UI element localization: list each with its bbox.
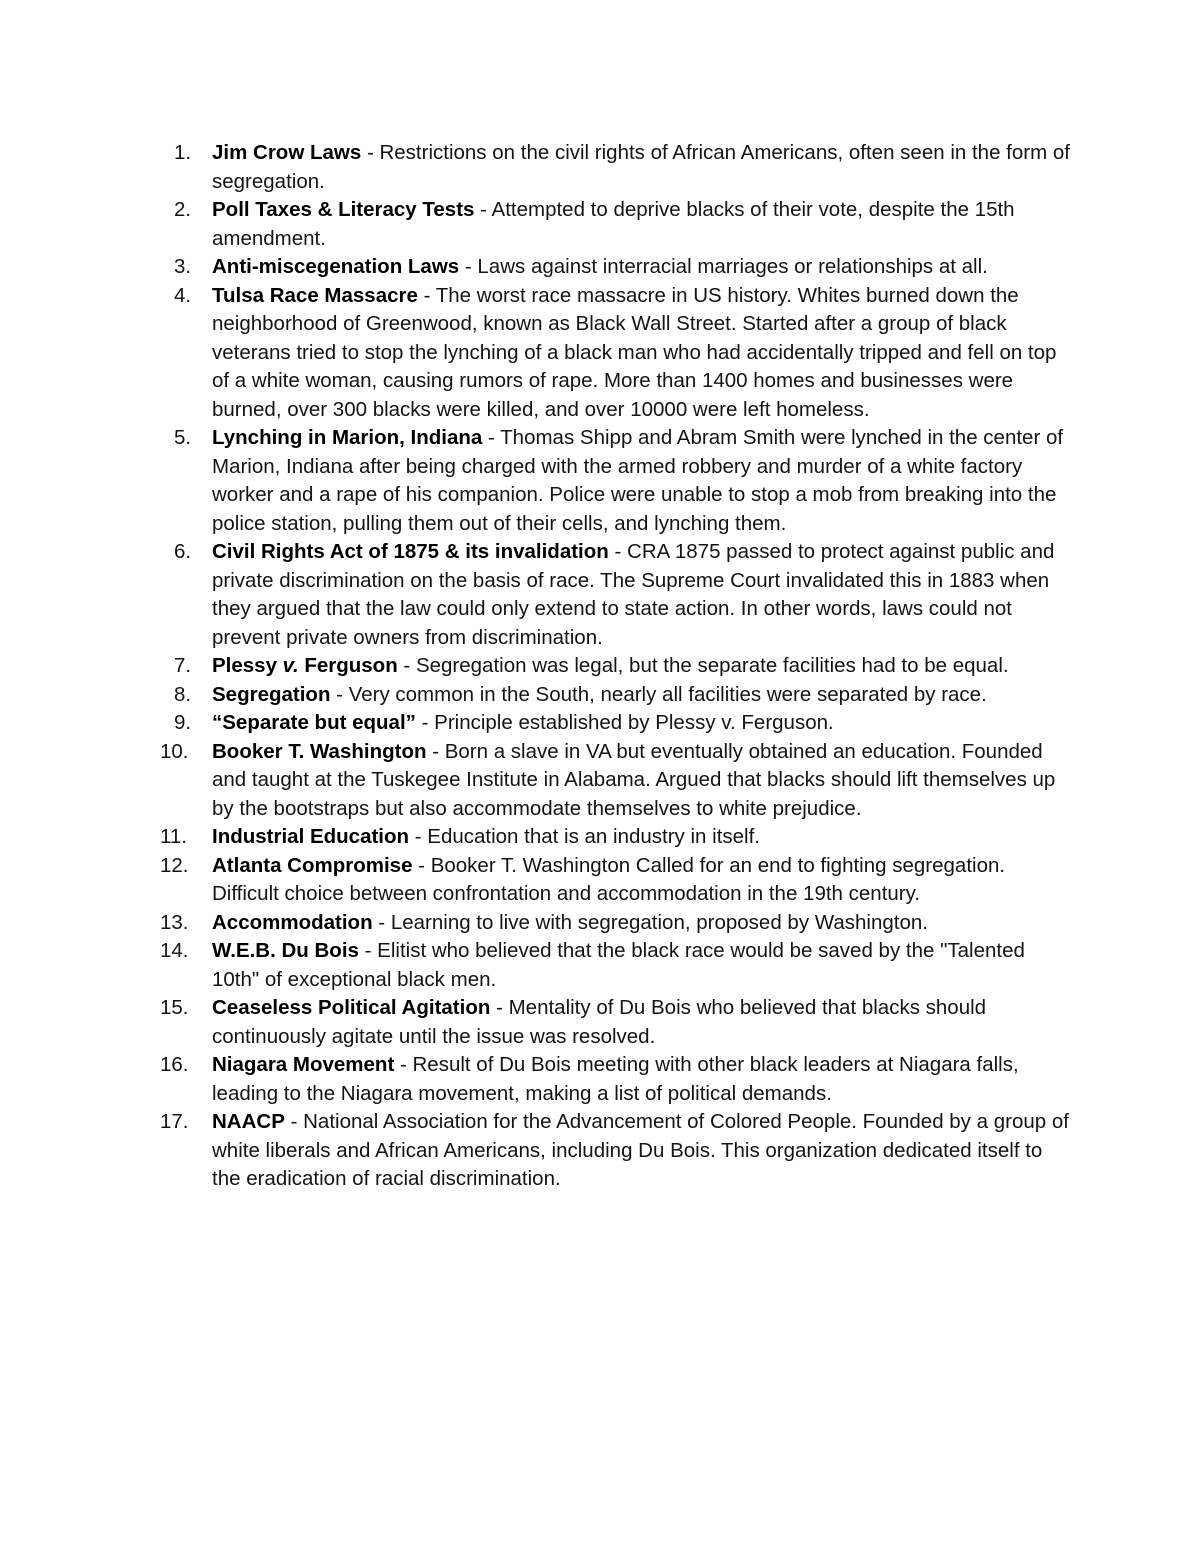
list-item bbox=[160, 738, 1070, 824]
item-term: Segregation bbox=[212, 682, 331, 706]
item-definition: - Restrictions on the civil rights of African Americans, often seen in the form of segregation. bbox=[212, 141, 1070, 193]
item-definition: - Result of Du Bois meeting with other black leaders at Niagara falls, leading to the Niagara movement, making a list of political demands. bbox=[212, 1053, 1019, 1105]
item-number: 10. bbox=[160, 739, 189, 763]
item-term: Accommodation bbox=[212, 910, 373, 934]
item-term: Poll Taxes & Literacy Tests bbox=[212, 198, 475, 221]
item-definition: - Segregation was legal, but the separate facilities had to be equal. bbox=[397, 654, 1009, 677]
item-definition: - Principle established by Plessy v. Ferguson. bbox=[415, 711, 834, 734]
item-number: 3. bbox=[174, 255, 192, 278]
item-term: Civil Rights Act of 1875 & its invalidation bbox=[212, 540, 609, 563]
item-term bbox=[212, 654, 398, 677]
item-term: NAACP bbox=[212, 1110, 285, 1133]
item-definition: - Laws against interracial marriages or relationships at all. bbox=[459, 255, 988, 278]
item-number: 15. bbox=[160, 996, 189, 1019]
item-definition: - Attempted to deprive blacks of their vote, despite the 15th amendment. bbox=[212, 198, 1015, 250]
list-item bbox=[160, 196, 1070, 253]
item-number: 4. bbox=[174, 283, 192, 307]
list-item bbox=[160, 909, 1070, 938]
item-term: Lynching in Marion, Indiana bbox=[212, 426, 483, 449]
item-term: Industrial Education bbox=[212, 825, 410, 848]
item-term: Tulsa Race Massacre bbox=[212, 283, 418, 307]
item-term-prefix: Plessy bbox=[212, 654, 283, 677]
list-item bbox=[160, 1108, 1070, 1194]
item-term: W.E.B. Du Bois bbox=[212, 939, 359, 962]
item-term: Jim Crow Laws bbox=[212, 141, 362, 164]
item-definition: - Elitist who believed that the black race would be saved by the "Talented 10th" of exceptional black men. bbox=[212, 939, 1025, 991]
list-item bbox=[160, 1051, 1070, 1108]
list-item bbox=[160, 282, 1070, 425]
item-number: 11. bbox=[160, 825, 187, 848]
item-number: 6. bbox=[174, 540, 192, 563]
list-item bbox=[160, 709, 1070, 738]
item-number: 14. bbox=[160, 939, 189, 962]
item-term-suffix: Ferguson bbox=[298, 654, 398, 677]
list-item bbox=[160, 681, 1070, 710]
item-number: 2. bbox=[174, 198, 192, 221]
item-definition: - Born a slave in VA but eventually obtained an education. Founded and taught at the Tuskegee Institute in Alabama. Argued that blacks should lift themselves up by the bootstraps but also accommodate themselves to white prejudice. bbox=[212, 739, 1056, 820]
list-item bbox=[160, 937, 1070, 994]
list-item bbox=[160, 652, 1070, 681]
item-number: 12. bbox=[160, 853, 189, 877]
item-number: 13. bbox=[160, 910, 189, 934]
list-item bbox=[160, 823, 1070, 852]
list-item bbox=[160, 253, 1070, 282]
item-term: “Separate but equal” bbox=[212, 711, 416, 734]
item-term: Niagara Movement bbox=[212, 1053, 395, 1076]
list-item bbox=[160, 852, 1070, 909]
item-definition: - Very common in the South, nearly all facilities were separated by race. bbox=[330, 682, 987, 706]
item-number: 8. bbox=[174, 682, 192, 706]
item-term: Anti-miscegenation Laws bbox=[212, 255, 460, 278]
item-number: 17. bbox=[160, 1110, 189, 1133]
item-definition: - National Association for the Advancement of Colored People. Founded by a group of white liberals and African Americans, including Du Bois. This organization dedicated itself to the eradication of racial discrimination. bbox=[212, 1110, 1069, 1190]
item-term: Booker T. Washington bbox=[212, 739, 427, 763]
item-definition: - Education that is an industry in itself. bbox=[409, 825, 760, 848]
item-definition: - Thomas Shipp and Abram Smith were lynched in the center of Marion, Indiana after being charged with the armed robbery and murder of a white factory worker and a rape of his companion. Police were unable to stop a mob from breaking into the police station, pulling them out of their cells, and lynching them. bbox=[212, 426, 1064, 535]
term-list bbox=[160, 139, 1070, 1194]
item-definition: - Booker T. Washington Called for an end to fighting segregation. Difficult choice between confrontation and accommodation in the 19th century. bbox=[212, 853, 1006, 905]
item-number: 7. bbox=[174, 654, 192, 677]
list-item bbox=[160, 424, 1070, 538]
item-number: 5. bbox=[174, 426, 192, 449]
list-item bbox=[160, 139, 1070, 196]
item-number: 9. bbox=[174, 711, 192, 734]
item-definition: - Mentality of Du Bois who believed that blacks should continuously agitate until the issue was resolved. bbox=[212, 996, 987, 1048]
item-definition: - CRA 1875 passed to protect against public and private discrimination on the basis of race. The Supreme Court invalidated this in 1883 when they argued that the law could only extend to state action. In other words, laws could not prevent private owners from discrimination. bbox=[212, 540, 1055, 649]
item-number: 1. bbox=[174, 141, 192, 164]
list-item bbox=[160, 994, 1070, 1051]
item-definition: - Learning to live with segregation, proposed by Washington. bbox=[372, 910, 928, 934]
item-term: Atlanta Compromise bbox=[212, 853, 413, 877]
item-number: 16. bbox=[160, 1053, 189, 1076]
list-item bbox=[160, 538, 1070, 652]
item-definition: - The worst race massacre in US history. Whites burned down the neighborhood of Greenwood, known as Black Wall Street. Started after a group of black veterans tried to stop the lynching of a black man who had accidentally tripped and fell on top of a white woman, causing rumors of rape. More than 1400 homes and businesses were burned, over 300 blacks were killed, and over 10000 were left homeless. bbox=[212, 283, 1057, 421]
item-term: Ceaseless Political Agitation bbox=[212, 996, 491, 1019]
item-term-italic: v. bbox=[282, 654, 299, 677]
